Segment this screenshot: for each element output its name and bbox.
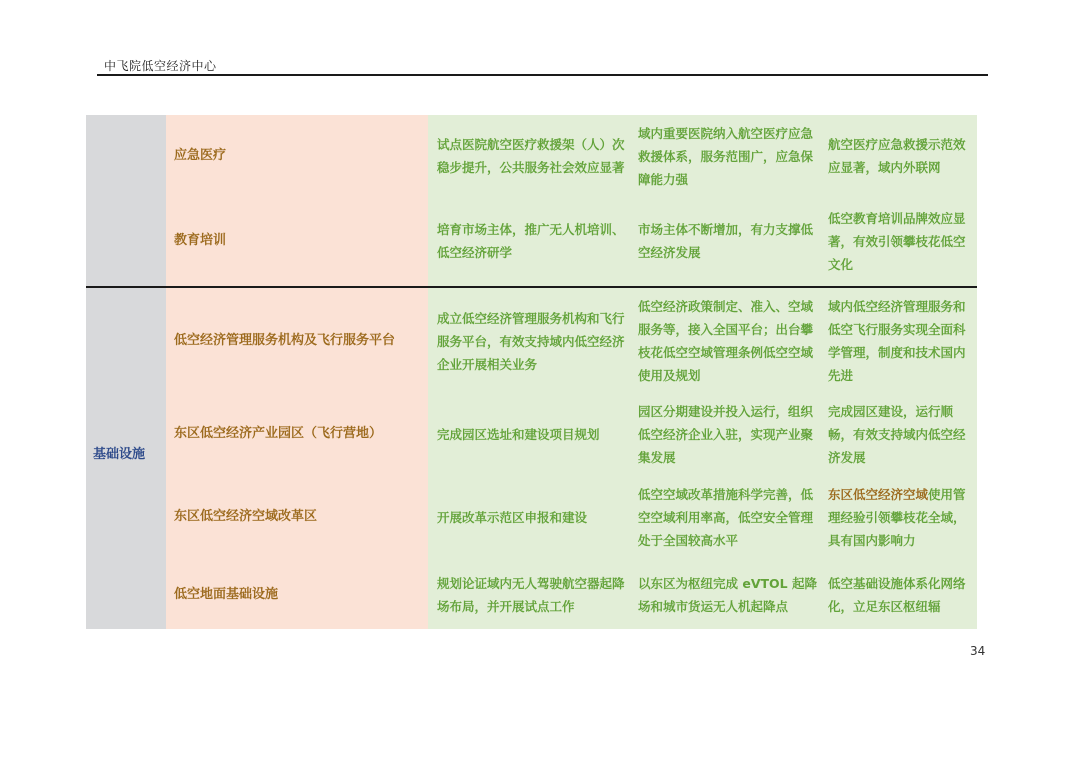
row-item-label: 东区低空经济空域改革区 <box>174 509 318 524</box>
table-row <box>86 560 977 629</box>
row-cell-stage2: 以东区为枢纽完成 eVTOL 起降场和城市货运无人机起降点 <box>638 575 817 614</box>
plan-table <box>86 115 977 629</box>
row-cell-rest: 使用管理经验引领攀枝花全域，具有国内影响力 <box>828 486 966 548</box>
row-item-label: 教育培训 <box>174 233 227 248</box>
row-cell-stage3: 完成园区建设，运行顺畅，有效支持域内低空经济发展 <box>828 403 966 465</box>
row-cell-stage3: 域内低空经济管理服务和低空飞行服务实现全面科学管理，制度和技术国内先进 <box>828 299 966 383</box>
table-row <box>86 394 977 474</box>
table-row <box>86 197 977 285</box>
row-cell-stage3: 航空医疗应急救援示范效应显著，域内外联网 <box>828 137 966 175</box>
row-item-label: 东区低空经济产业园区（飞行营地） <box>174 426 383 441</box>
row-cell-stage1: 开展改革示范区申报和建设 <box>437 509 588 525</box>
row-cell-stage2: 低空经济政策制定、准入、空域服务等，接入全国平台；出台攀枝花低空空域管理条例低空空域使用及规划 <box>638 299 814 383</box>
row-cell-stage1: 试点医院航空医疗救援架（人）次稳步提升，公共服务社会效应显著 <box>437 137 625 175</box>
row-cell-stage1: 培育市场主体，推广无人机培训、低空经济研学 <box>437 222 625 260</box>
header-title: 中飞院低空经济中心 <box>104 59 217 73</box>
category-label-infrastructure: 基础设施 <box>92 447 145 462</box>
row-cell-stage3: 低空基础设施体系化网络化，立足东区枢纽辐 <box>828 575 966 614</box>
row-cell-stage2: 园区分期建设并投入运行，组织低空经济企业入驻，实现产业聚集发展 <box>638 403 814 465</box>
row-cell-stage2: 市场主体不断增加，有力支撑低空经济发展 <box>638 222 814 260</box>
row-item-label: 应急医疗 <box>174 148 227 163</box>
row-item-label: 低空地面基础设施 <box>174 586 279 602</box>
row-cell-stage2: 域内重要医院纳入航空医疗应急救援体系，服务范围广，应急保障能力强 <box>638 125 814 187</box>
table-row <box>86 474 977 560</box>
row-cell-stage3 <box>828 474 968 560</box>
table-row <box>86 115 977 197</box>
row-cell-highlight: 东区低空经济空域 <box>828 486 929 502</box>
table-row <box>86 288 977 394</box>
row-cell-stage1: 规划论证域内无人驾驶航空器起降场布局，并开展试点工作 <box>437 575 625 614</box>
row-cell-stage3: 低空教育培训品牌效应显著，有效引领攀枝花低空文化 <box>828 210 966 272</box>
header-rule <box>97 74 988 76</box>
row-cell-stage2: 低空空域改革措施科学完善，低空空域利用率高，低空安全管理处于全国较高水平 <box>638 486 814 548</box>
row-item-label: 低空经济管理服务机构及飞行服务平台 <box>174 333 396 348</box>
row-cell-stage1: 完成园区选址和建设项目规划 <box>437 426 600 442</box>
page-number: 34 <box>970 644 986 658</box>
row-cell-stage1: 成立低空经济管理服务机构和飞行服务平台，有效支持域内低空经济企业开展相关业务 <box>437 310 625 372</box>
